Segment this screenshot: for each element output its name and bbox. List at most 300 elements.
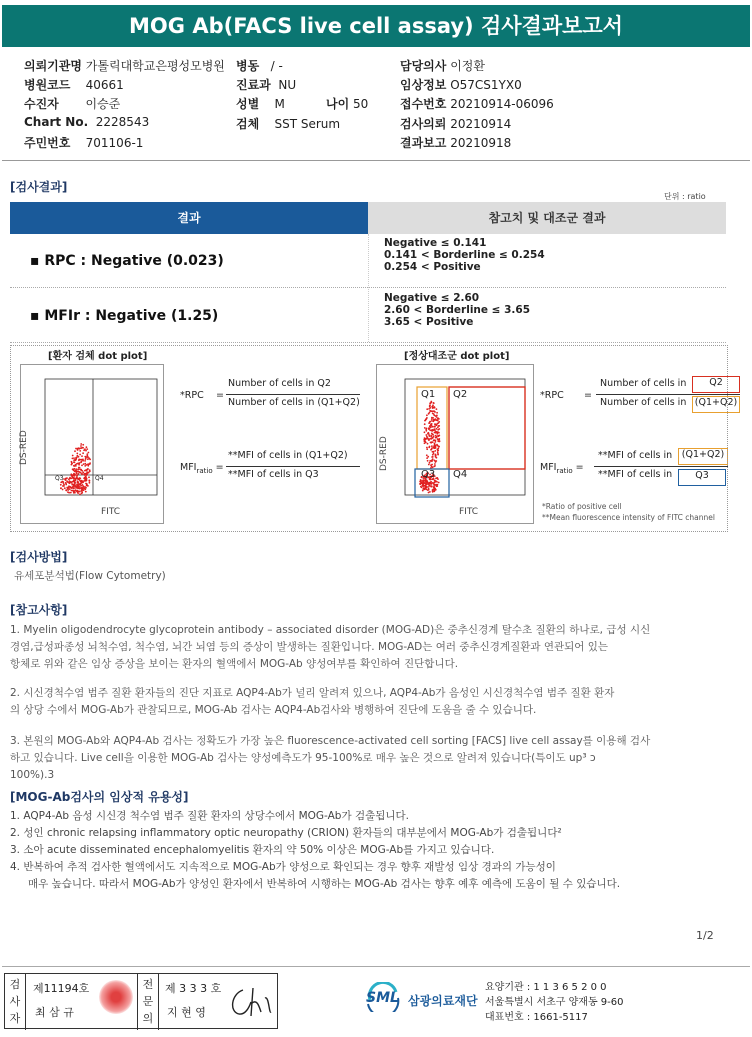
- dot: [79, 483, 81, 485]
- dot: [432, 466, 434, 468]
- dot: [73, 459, 75, 461]
- control-mfi-label: $MFI_{ratio}$ =: [540, 462, 584, 475]
- dot: [84, 488, 86, 490]
- dot: [428, 408, 430, 410]
- dot: [77, 491, 79, 493]
- dot: [431, 483, 433, 485]
- dot: [436, 428, 438, 430]
- dot: [82, 480, 84, 482]
- dot: [432, 490, 434, 492]
- dot: [432, 458, 434, 460]
- dot: [85, 450, 87, 452]
- dot: [431, 456, 433, 458]
- tester-label: 검사자: [5, 974, 26, 1030]
- dot: [86, 446, 88, 448]
- dot: [425, 430, 427, 432]
- dot: [436, 416, 438, 418]
- dot: [82, 488, 84, 490]
- dot: [82, 447, 84, 449]
- dot: [73, 475, 75, 477]
- dot: [75, 457, 77, 459]
- list-item: 2. 성인 chronic relapsing inflammatory optic neuropathy (CRION) 환자들의 대부분에서 MOG-Ab가 검출됩니다²: [10, 827, 562, 839]
- dot: [434, 423, 436, 425]
- dot: [79, 491, 81, 493]
- dot: [426, 437, 428, 439]
- dot: [73, 473, 75, 475]
- dot: [429, 485, 431, 487]
- patient-dot-plot: [20, 364, 164, 524]
- dot: [66, 477, 68, 479]
- dot: [437, 426, 439, 428]
- dot: [426, 489, 428, 491]
- patient-plot-title: [환자 검체 dot plot]: [48, 351, 148, 362]
- dot: [81, 490, 83, 492]
- dot: [435, 418, 437, 420]
- control-rpc-q1q2-box: (Q1+Q2): [692, 396, 740, 413]
- reference-column-header: 참고치 및 대조군 결과: [368, 202, 726, 234]
- dot: [74, 482, 76, 484]
- dot: [85, 458, 87, 460]
- page-number: 1/2: [696, 929, 714, 942]
- control-q3: Q3: [421, 469, 436, 480]
- dot: [426, 486, 428, 488]
- control-q2: Q2: [453, 389, 468, 400]
- dot: [89, 482, 91, 484]
- info-rrn: 주민번호 701106-1: [24, 136, 144, 150]
- dot: [87, 458, 89, 460]
- dot: [74, 477, 76, 479]
- dot: [429, 462, 431, 464]
- dot: [80, 445, 82, 447]
- fraction-bar: [594, 466, 728, 467]
- dot: [432, 489, 434, 491]
- dot: [438, 446, 440, 448]
- dot: [82, 444, 84, 446]
- company-phone: 대표번호 : 1661-5117: [485, 1012, 588, 1023]
- dot: [425, 442, 427, 444]
- row-divider: [10, 342, 726, 343]
- info-receipt: 접수번호 20210914-06096: [400, 97, 554, 111]
- dot: [437, 449, 439, 451]
- dot: [433, 414, 435, 416]
- dot: [435, 484, 437, 486]
- patient-q4: Q4: [95, 475, 104, 482]
- dot: [72, 458, 74, 460]
- control-mfi-q3-box: Q3: [678, 469, 726, 486]
- dot: [80, 461, 82, 463]
- info-hospital: 의뢰기관명 가톨릭대학교은평성모병원: [24, 59, 225, 73]
- patient-yaxis-label: DS-RED: [19, 430, 29, 465]
- dot: [434, 450, 436, 452]
- dot: [428, 483, 430, 485]
- company-code: 요양기관 : 1 1 3 6 5 2 0 0: [485, 982, 607, 993]
- signature-box: [4, 973, 278, 1029]
- dot: [433, 484, 435, 486]
- dot: [425, 483, 427, 485]
- dot: [64, 487, 66, 489]
- dot: [77, 473, 79, 475]
- dot: [436, 408, 438, 410]
- dot: [433, 447, 435, 449]
- dot: [76, 474, 78, 476]
- dot: [420, 480, 422, 482]
- dot: [79, 450, 81, 452]
- control-xaxis-label: FITC: [459, 507, 479, 517]
- dot: [71, 484, 73, 486]
- dot: [426, 447, 428, 449]
- dot: [427, 456, 429, 458]
- dot: [437, 420, 439, 422]
- dot: [72, 490, 74, 492]
- dot: [84, 480, 86, 482]
- dot: [71, 461, 73, 463]
- dot: [437, 438, 439, 440]
- dot: [66, 480, 68, 482]
- dot: [433, 436, 435, 438]
- dot: [84, 460, 86, 462]
- dot: [433, 466, 435, 468]
- dot: [66, 487, 68, 489]
- dot: [83, 463, 85, 465]
- dot: [70, 492, 72, 494]
- patient-rpc-numerator: Number of cells in Q2: [228, 378, 331, 389]
- dot: [88, 480, 90, 482]
- dot: [68, 485, 70, 487]
- dot: [436, 437, 438, 439]
- dot: [429, 405, 431, 407]
- dot: [437, 440, 439, 442]
- dot: [438, 435, 440, 437]
- dot: [80, 469, 82, 471]
- control-q1: Q1: [421, 389, 436, 400]
- dot: [430, 425, 432, 427]
- dot: [430, 481, 432, 483]
- dot: [77, 469, 79, 471]
- info-clinical: 임상정보 O57CS1YX0: [400, 78, 522, 92]
- info-sex: 성별 M: [236, 97, 285, 111]
- list-item: 3. 소아 acute disseminated encephalomyelitis 환자의 약 50% 이상은 MOG-Ab를 가지고 있습니다.: [10, 844, 495, 856]
- control-q4: Q4: [453, 469, 468, 480]
- dot: [73, 461, 75, 463]
- dot: [65, 479, 67, 481]
- specialist-name: 지 현 영: [167, 1006, 206, 1019]
- dot: [433, 410, 435, 412]
- dot: [438, 482, 440, 484]
- note-paragraph-1: 1. Myelin oligodendrocyte glycoprotein antibody – associated disorder (MOG-AD)은 중추신경계 탈수초 질환의 하나로, 급성 시신 경염,급성파종성 뇌척수염, 척수염, 뇌간 뇌염 등의 증상이 발생하는 질환입니다. MOG-AD는 여러 중추신경계질환과 연관되어 있는 항체로 위와 같은 임상 증상을 보이는 환자의 혈액에서 MOG-Ab 양성여부를 확인하여 진단합니다.: [10, 624, 651, 670]
- dot: [434, 488, 436, 490]
- dot: [70, 481, 72, 483]
- info-request: 검사의뢰 20210914: [400, 117, 512, 131]
- dot: [434, 460, 436, 462]
- dot: [436, 412, 438, 414]
- dot: [419, 483, 421, 485]
- dot: [62, 489, 64, 491]
- dot: [436, 415, 438, 417]
- dot: [431, 430, 433, 432]
- control-plot-title: [정상대조군 dot plot]: [404, 351, 510, 362]
- dot: [71, 487, 73, 489]
- dot: [426, 414, 428, 416]
- dot: [436, 477, 438, 479]
- dot: [73, 469, 75, 471]
- dot: [83, 473, 85, 475]
- control-rpc-denominator: Number of cells in: [600, 397, 687, 408]
- dot: [60, 487, 62, 489]
- control-mfi-denominator: **MFI of cells in: [598, 469, 673, 480]
- dot: [77, 455, 79, 457]
- dot: [426, 417, 428, 419]
- dot: [435, 460, 437, 462]
- patient-scatter: [21, 365, 163, 523]
- company-info: [485, 980, 624, 1025]
- dot: [84, 456, 86, 458]
- dot: [432, 404, 434, 406]
- dot: [87, 456, 89, 458]
- dot: [429, 421, 431, 423]
- dot: [89, 471, 91, 473]
- dot: [71, 474, 73, 476]
- dot: [67, 491, 69, 493]
- dot: [75, 490, 77, 492]
- dot: [433, 453, 435, 455]
- dot: [426, 481, 428, 483]
- divider: [2, 160, 750, 161]
- patient-mfi-denominator: **MFI of cells in Q3: [228, 469, 319, 480]
- dot: [424, 427, 426, 429]
- dot: [81, 455, 83, 457]
- dot: [435, 447, 437, 449]
- dot: [65, 489, 67, 491]
- fraction-bar: [226, 466, 360, 467]
- clinical-section-title: [MOG-Ab검사의 임상적 유용성]: [10, 790, 189, 804]
- dot: [434, 463, 436, 465]
- dot: [73, 479, 75, 481]
- dot: [435, 440, 437, 442]
- control-mfi-q1q2-box: (Q1+Q2): [678, 448, 728, 465]
- dot: [84, 463, 86, 465]
- dot: [432, 402, 434, 404]
- dot: [434, 432, 436, 434]
- note-paragraph-2: 2. 시신경척수염 범주 질환 환자들의 진단 지표로 AQP4-Ab가 널리 알려져 있으나, AQP4-Ab가 음성인 시신경척수염 범주 질환 환자 의 상당 수에서 MOG-Ab가 관찰되므로, MOG-Ab 검사는 AQP4-Ab검사와 병행하여 진단에 도움을 줄 수 있습니다.: [10, 687, 615, 716]
- dot: [72, 477, 74, 479]
- dot: [80, 485, 82, 487]
- dot: [70, 478, 72, 480]
- dot: [426, 454, 428, 456]
- dot: [88, 452, 90, 454]
- dot: [63, 484, 65, 486]
- dot: [430, 401, 432, 403]
- dot: [87, 471, 89, 473]
- dot: [75, 478, 77, 480]
- dot: [425, 434, 427, 436]
- dot: [60, 484, 62, 486]
- dot: [77, 481, 79, 483]
- unit-label: 단위 : ratio: [664, 192, 706, 201]
- dot: [429, 410, 431, 412]
- dot: [432, 426, 434, 428]
- dot: [78, 459, 80, 461]
- dot: [74, 450, 76, 452]
- dot: [84, 486, 86, 488]
- dot: [433, 420, 435, 422]
- dot: [432, 441, 434, 443]
- dot: [430, 435, 432, 437]
- result-column-header: 결과: [10, 202, 368, 234]
- dot: [73, 487, 75, 489]
- control-rpc-label: *RPC: [540, 390, 564, 401]
- patient-mfi-label: $MFI_{ratio}$ =: [180, 462, 224, 475]
- dot: [428, 428, 430, 430]
- specialist-label: 전문의: [137, 974, 159, 1030]
- dot: [79, 448, 81, 450]
- dot: [433, 451, 435, 453]
- specialist-number: 제 3 3 3 호: [165, 982, 222, 995]
- dot: [76, 453, 78, 455]
- dot: [426, 448, 428, 450]
- dot: [438, 439, 440, 441]
- dot: [79, 454, 81, 456]
- dot: [438, 428, 440, 430]
- dot: [426, 408, 428, 410]
- dot: [89, 463, 91, 465]
- dot: [75, 487, 77, 489]
- dot: [79, 480, 81, 482]
- dot: [81, 465, 83, 467]
- dot: [79, 478, 81, 480]
- dot: [71, 464, 73, 466]
- dot: [421, 486, 423, 488]
- control-rpc-q2-box: Q2: [692, 376, 740, 393]
- dot: [429, 429, 431, 431]
- dot: [437, 454, 439, 456]
- dot: [427, 438, 429, 440]
- dot: [431, 438, 433, 440]
- dot: [85, 491, 87, 493]
- dot: [69, 482, 71, 484]
- dot: [67, 488, 69, 490]
- dot: [74, 492, 76, 494]
- dot: [428, 489, 430, 491]
- footnote-ratio: *Ratio of positive cell: [542, 502, 622, 511]
- dot: [438, 425, 440, 427]
- mfir-result: ▪ MFIr : Negative (1.25): [30, 308, 219, 324]
- report-title: MOG Ab(FACS live cell assay) 검사결과보고서: [2, 5, 750, 47]
- dot: [426, 457, 428, 459]
- info-specimen: 검체 SST Serum: [236, 117, 341, 131]
- note-paragraph-3: 3. 본원의 MOG-Ab와 AQP4-Ab 검사는 정확도가 가장 높은 fluorescence-activated cell sorting [FACS] live cell assay를 이용해 검사 하고 있습니다. Live cell을 이용한 MOG-Ab 검사는 양성예측도가 95-100%로 매우 높은 것으로 알려져 있습니다(특이도 up³ ɔ 100%).3: [10, 735, 651, 781]
- dot: [77, 448, 79, 450]
- dot: [436, 423, 438, 425]
- patient-q3: Q3: [55, 475, 64, 482]
- dot: [422, 490, 424, 492]
- dot: [88, 476, 90, 478]
- notes-section-title: [참고사항]: [10, 603, 68, 617]
- dot: [435, 435, 437, 437]
- dot: [87, 468, 89, 470]
- fraction-bar: [226, 394, 360, 395]
- dot: [83, 449, 85, 451]
- dot: [75, 471, 77, 473]
- dot: [86, 478, 88, 480]
- dot: [429, 491, 431, 493]
- dot: [429, 435, 431, 437]
- patient-mfi-numerator: **MFI of cells in (Q1+Q2): [228, 450, 348, 461]
- company-logo: [366, 982, 400, 1016]
- footnote-mfi: **Mean fluorescence intensity of FITC channel: [542, 513, 715, 522]
- method-section-title: [검사방법]: [10, 550, 68, 564]
- dot: [427, 460, 429, 462]
- dot: [71, 490, 73, 492]
- dot: [73, 457, 75, 459]
- patient-xaxis-label: FITC: [101, 507, 121, 517]
- dot: [80, 443, 82, 445]
- dot: [438, 432, 440, 434]
- dot: [428, 464, 430, 466]
- mfir-reference: Negative ≤ 2.60 2.60 < Borderline ≤ 3.65 3.65 < Positive: [384, 292, 531, 328]
- dot: [72, 455, 74, 457]
- dot: [78, 467, 80, 469]
- dot: [435, 454, 437, 456]
- dot: [438, 421, 440, 423]
- company-name: 삼광의료재단: [408, 994, 478, 1008]
- dot: [424, 489, 426, 491]
- info-chart: Chart No. 2228543: [24, 115, 150, 129]
- dot: [427, 443, 429, 445]
- dot: [77, 463, 79, 465]
- tester-seal: [99, 980, 133, 1014]
- dot: [82, 452, 84, 454]
- info-doctor: 담당의사 이정환: [400, 59, 485, 73]
- list-item: 1. AQP4-Ab 음성 시신경 척수염 범주 질환 환자의 상당수에서 MOG-Ab가 검출됩니다.: [10, 810, 409, 822]
- dot: [77, 488, 79, 490]
- dot: [421, 484, 423, 486]
- rpc-result: ▪ RPC : Negative (0.023): [30, 253, 224, 269]
- info-code: 병원코드 40661: [24, 78, 124, 92]
- dot: [73, 465, 75, 467]
- rpc-reference: Negative ≤ 0.141 0.141 < Borderline ≤ 0.254 0.254 < Positive: [384, 237, 545, 273]
- dot: [424, 438, 426, 440]
- dot: [79, 493, 81, 495]
- dot: [436, 485, 438, 487]
- dot: [423, 480, 425, 482]
- dot: [82, 485, 84, 487]
- dot: [433, 406, 435, 408]
- tester-name: 최 삼 규: [35, 1006, 74, 1019]
- dot: [437, 448, 439, 450]
- dot: [429, 402, 431, 404]
- dot: [425, 428, 427, 430]
- info-ward: 병동 / -: [236, 59, 283, 73]
- col-divider: [368, 234, 369, 342]
- dot: [432, 417, 434, 419]
- dot: [431, 448, 433, 450]
- company-address: 서울특별시 서초구 양재동 9-60: [485, 997, 624, 1008]
- patient-rpc-denominator: Number of cells in (Q1+Q2): [228, 397, 360, 408]
- dot: [86, 483, 88, 485]
- control-mfi-numerator: **MFI of cells in: [598, 450, 673, 461]
- control-yaxis-label: DS-RED: [379, 436, 389, 471]
- specialist-signature: [225, 984, 273, 1020]
- list-item: 매우 높습니다. 따라서 MOG-Ab가 양성인 환자에서 반복하여 시행하는 MOG-Ab 검사는 향후 예후 예측에 도움이 될 수 있습니다.: [28, 878, 621, 890]
- control-rpc-numerator: Number of cells in: [600, 378, 687, 389]
- dot: [433, 426, 435, 428]
- info-patient: 수진자 이승준: [24, 97, 121, 111]
- method-text: 유세포분석법(Flow Cytometry): [14, 570, 166, 582]
- dot: [431, 445, 433, 447]
- dot: [429, 460, 431, 462]
- dot: [431, 433, 433, 435]
- dot: [429, 446, 431, 448]
